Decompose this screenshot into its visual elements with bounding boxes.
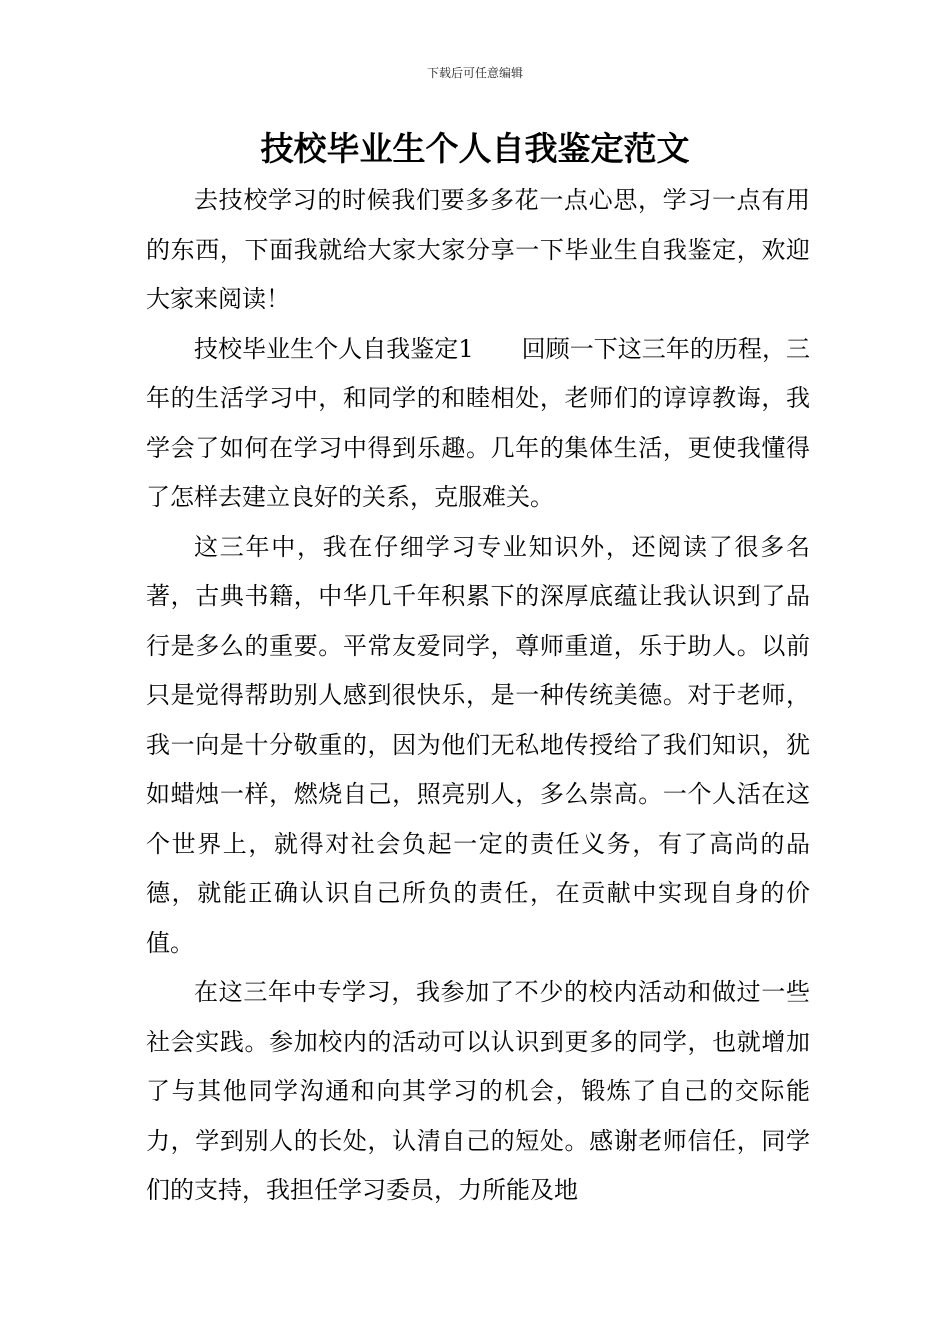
section-heading: 技校毕业生个人自我鉴定1: [194, 334, 474, 363]
body-paragraph-3: 在这三年中专学习，我参加了不少的校内活动和做过一些社会实践。参加校内的活动可以认识到更多的同学，也就增加了与其他同学沟通和向其学习的机会，锻炼了自己的交际能力，学到别人的长处，认清自己的短处。感谢老师信任，同学们的支持，我担任学习委员，力所能及地: [146, 978, 810, 1204]
document-body: [146, 176, 810, 1216]
header-note: 下载后可任意编辑: [426, 66, 523, 80]
body-paragraph-2: 这三年中，我在仔细学习专业知识外，还阅读了很多名著，古典书籍，中华几千年积累下的深厚底蕴让我认识到了品行是多么的重要。平常友爱同学，尊师重道，乐于助人。以前只是觉得帮助别人感到很快乐，是一种传统美德。对于老师，我一向是十分敬重的，因为他们无私地传授给了我们知识，犹如蜡烛一样，燃烧自己，照亮别人，多么崇高。一个人活在这个世界上，就得对社会负起一定的责任义务，有了高尚的品德，就能正确认识自己所负的责任，在贡献中实现自身的价值。: [146, 532, 810, 957]
intro-paragraph: 去技校学习的时候我们要多多花一点心思，学习一点有用的东西，下面我就给大家大家分享一下毕业生自我鉴定，欢迎大家来阅读！: [146, 186, 810, 313]
section-first-paragraph-text: 回顾一下这三年的历程，三年的生活学习中，和同学的和睦相处，老师们的谆谆教诲，我学会了如何在学习中得到乐趣。几年的集体生活，更使我懂得了怎样去建立良好的关系，克服难关。: [146, 334, 810, 511]
section-1-paragraph: [146, 325, 810, 523]
page-title: 技校毕业生个人自我鉴定范文: [260, 129, 690, 168]
